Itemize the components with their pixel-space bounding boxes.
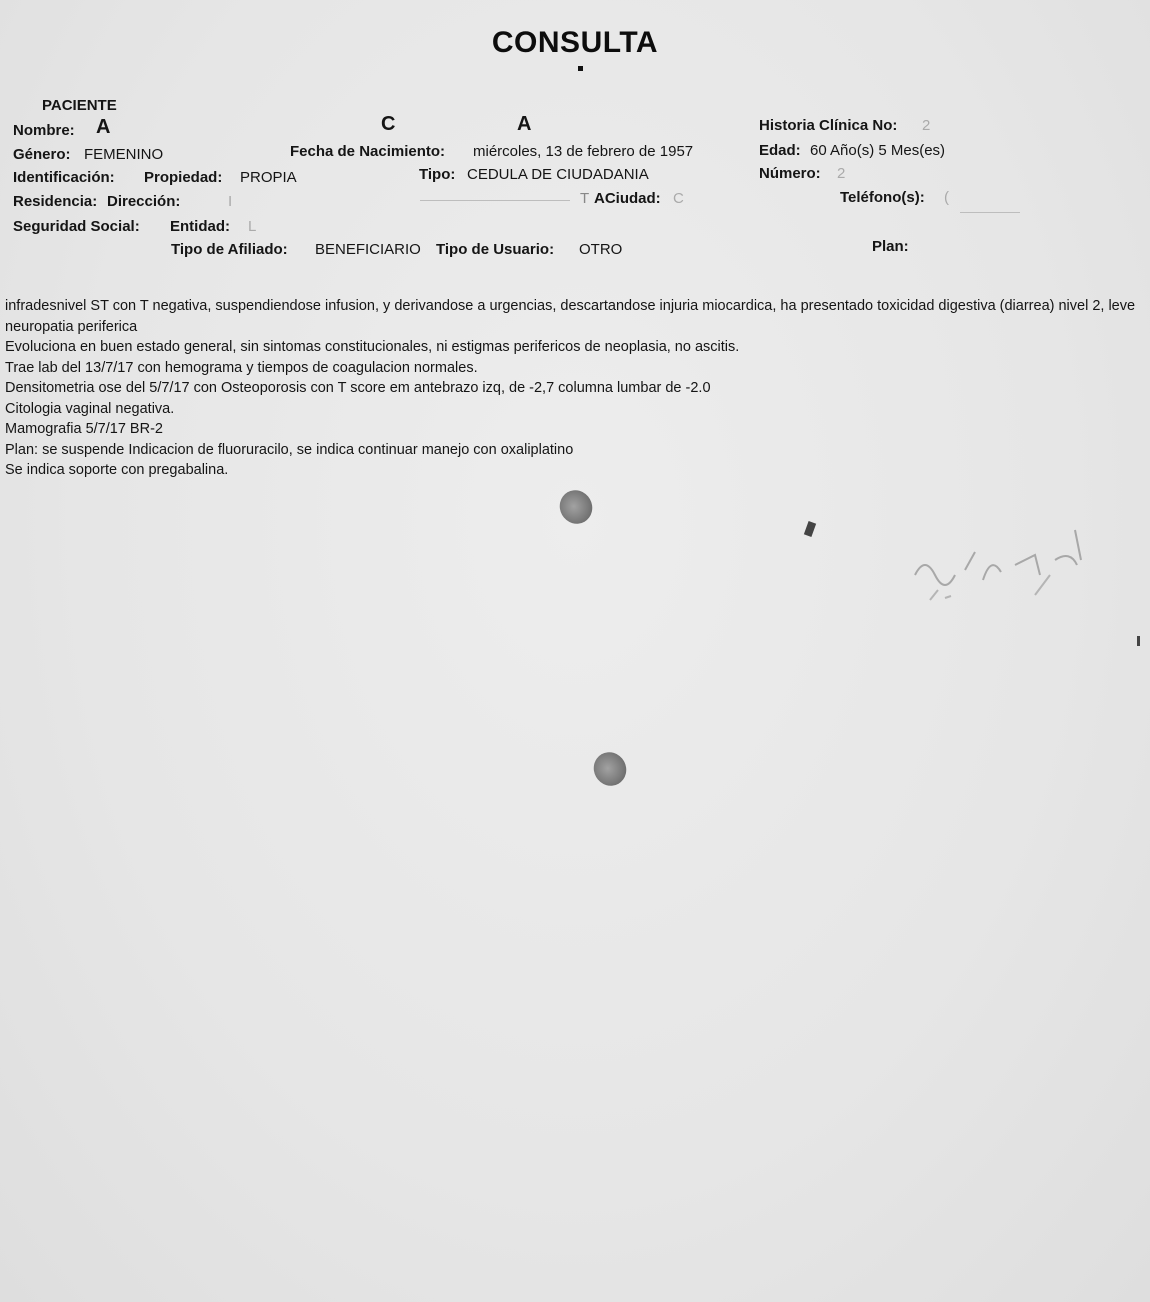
- tipo-afiliado-label: Tipo de Afiliado:: [171, 241, 288, 258]
- tipo-usuario-value: OTRO: [579, 241, 623, 258]
- telefono-label: Teléfono(s):: [840, 189, 925, 206]
- note-line: Densitometria ose del 5/7/17 con Osteoporosis con T score em antebrazo izq, de -2,7 columna lumbar de -2.0: [5, 380, 711, 396]
- hole-punch-mark: [588, 746, 633, 791]
- tipo-usuario-label: Tipo de Usuario:: [436, 241, 555, 258]
- genero-label: Género:: [13, 146, 71, 163]
- note-line: Trae lab del 13/7/17 con hemograma y tiempos de coagulacion normales.: [5, 359, 478, 376]
- section-label-paciente: PACIENTE: [42, 97, 117, 114]
- handwritten-scribble: [905, 520, 1105, 620]
- numero-value: 2: [837, 165, 846, 182]
- scan-artifact-line: [420, 200, 570, 201]
- direccion-value: I: [228, 193, 233, 210]
- genero-value: FEMENINO: [84, 146, 164, 163]
- seguridad-social-label: Seguridad Social:: [13, 218, 140, 235]
- edad-label: Edad:: [759, 142, 801, 159]
- note-line: Se indica soporte con pregabalina.: [5, 462, 229, 478]
- tipo-afiliado-value: BENEFICIARIO: [315, 241, 421, 258]
- note-line: Mamografia 5/7/17 BR-2: [5, 421, 163, 437]
- document-title: CONSULTA: [491, 26, 659, 59]
- scan-speck: [1137, 636, 1140, 646]
- ciudad-value: C: [673, 190, 684, 207]
- fecha-nacimiento-label: Fecha de Nacimiento:: [290, 143, 446, 160]
- scan-artifact-line: [960, 212, 1020, 213]
- note-line: Evoluciona en buen estado general, sin sintomas constitucionales, ni estigmas perifericos de neoplasia, no ascitis.: [5, 339, 740, 355]
- fecha-nacimiento-value: miércoles, 13 de febrero de 1957: [473, 143, 694, 160]
- nombre-value-part2: C: [381, 113, 396, 135]
- scan-speck: [804, 521, 816, 537]
- propiedad-label: Propiedad:: [144, 169, 223, 186]
- direccion-label: Dirección:: [107, 193, 181, 210]
- note-line: infradesnivel ST con T negativa, suspendiendose infusion, y derivandose a urgencias, descartandose injuria miocardica, ha presentado toxicidad digestiva (diarrea) nivel 2, leve neuropatia periferica: [5, 298, 1136, 335]
- plan-label: Plan:: [872, 238, 909, 255]
- title-dot-mark: [578, 66, 583, 71]
- tipo-documento-value: CEDULA DE CIUDADANIA: [467, 166, 649, 183]
- note-line: Citologia vaginal negativa.: [5, 400, 175, 417]
- historia-clinica-label: Historia Clínica No:: [759, 117, 898, 134]
- telefono-value: (: [944, 189, 949, 206]
- entidad-label: Entidad:: [170, 218, 230, 235]
- clinical-notes: [5, 296, 1145, 481]
- nombre-value-part1: A: [96, 116, 111, 138]
- entidad-value: L: [248, 218, 257, 235]
- nombre-label: Nombre:: [13, 122, 75, 139]
- propiedad-value: PROPIA: [240, 169, 297, 186]
- ciudad-label: ACiudad:: [594, 190, 661, 207]
- direccion-tail: T: [580, 190, 590, 207]
- numero-label: Número:: [759, 165, 821, 182]
- nombre-value-part3: A: [517, 113, 532, 135]
- historia-clinica-value: 2: [922, 117, 931, 134]
- residencia-label: Residencia:: [13, 193, 98, 210]
- hole-punch-mark: [554, 484, 599, 529]
- edad-value: 60 Año(s) 5 Mes(es): [810, 142, 946, 159]
- note-line: Plan: se suspende Indicacion de fluoruracilo, se indica continuar manejo con oxaliplatino: [5, 441, 574, 458]
- tipo-documento-label: Tipo:: [419, 166, 456, 183]
- identificacion-label: Identificación:: [13, 169, 115, 186]
